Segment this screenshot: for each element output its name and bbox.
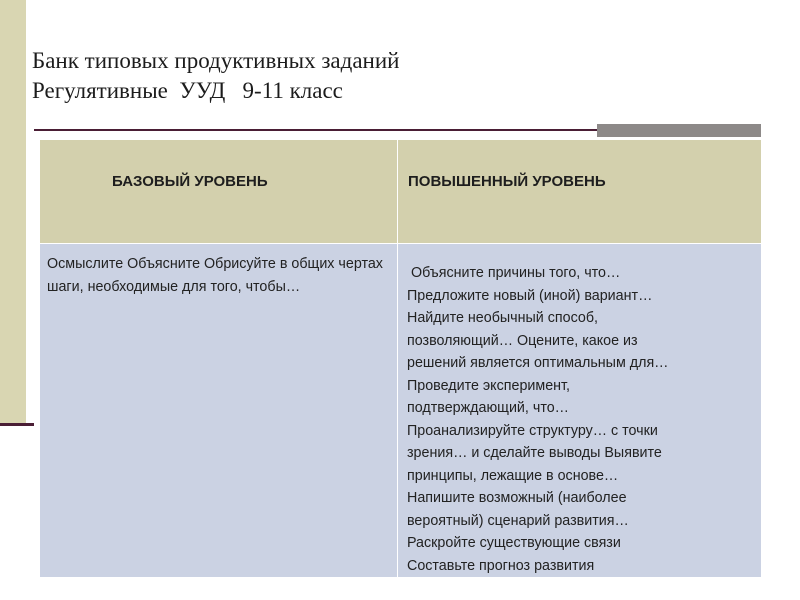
advanced-level-cell	[398, 244, 762, 578]
basic-level-cell	[40, 244, 398, 578]
advanced-line: Составьте прогноз развития	[407, 557, 595, 574]
header-basic-level	[40, 140, 398, 244]
levels-table	[39, 139, 762, 578]
advanced-line: Найдите необычный способ,	[407, 310, 599, 326]
basic-level-text: Осмыслите Объясните Обрисуйте в общих чертах шаги, необходимые для того, чтобы…	[47, 256, 383, 295]
decorative-gray-block	[597, 124, 761, 137]
advanced-line: решений является оптимальным для…	[407, 355, 669, 371]
decorative-side-line	[0, 423, 34, 426]
advanced-line: Предложите новый (иной) вариант…	[407, 287, 653, 304]
decorative-title-underline	[34, 129, 597, 131]
advanced-line: Проанализируйте структуру… с точки	[407, 422, 658, 439]
table-header-row	[40, 140, 762, 244]
advanced-line: Раскройте существующие связи	[407, 535, 621, 551]
advanced-line: позволяющий… Оцените, какое из	[407, 332, 638, 349]
advanced-line: вероятный) сценарий развития…	[407, 512, 629, 529]
advanced-line: Объясните причины того, что…	[407, 265, 621, 281]
advanced-line: принципы, лежащие в основе…	[407, 467, 619, 484]
advanced-line: Напишите возможный (наиболее	[407, 490, 627, 506]
advanced-level-text	[398, 244, 761, 577]
decorative-side-block	[0, 0, 26, 425]
slide-title-line-2: Регулятивные УУД 9-11 класс	[32, 78, 343, 103]
table-row	[40, 244, 762, 578]
header-advanced-level	[398, 140, 762, 244]
advanced-line: Проведите эксперимент,	[407, 377, 570, 394]
header-basic-label: БАЗОВЫЙ УРОВЕНЬ	[112, 173, 268, 190]
advanced-line: зрения… и сделайте выводы Выявите	[407, 445, 662, 461]
advanced-line: подтверждающий, что…	[407, 400, 569, 416]
header-advanced-label: ПОВЫШЕННЫЙ УРОВЕНЬ	[408, 173, 606, 190]
slide-title-line-1: Банк типовых продуктивных заданий	[32, 48, 400, 73]
slide-title	[32, 46, 399, 106]
